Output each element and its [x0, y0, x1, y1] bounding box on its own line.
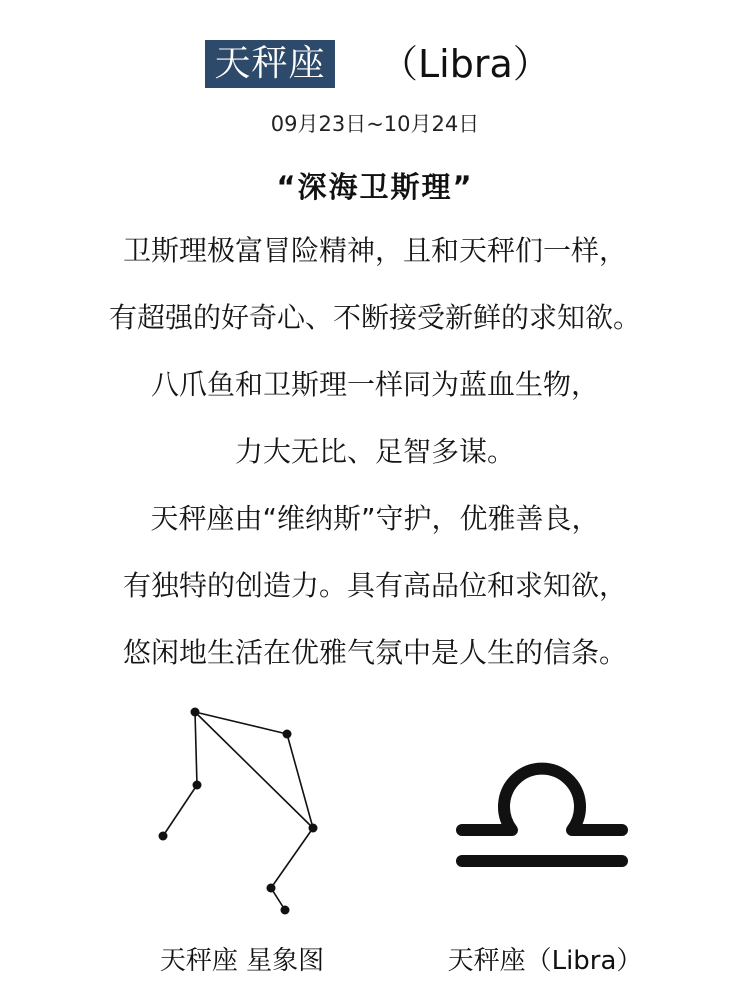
motto-heading: “深海卫斯理”	[276, 170, 474, 204]
title-row	[0, 40, 750, 88]
description-paragraph	[0, 225, 750, 694]
paragraph-line: 八爪鱼和卫斯理一样同为蓝血生物，	[150, 368, 599, 401]
paragraph-line: 悠闲地生活在优雅气氛中是人生的信条。	[122, 636, 627, 669]
constellation-caption: 天秤座 星象图	[159, 946, 325, 976]
libra-zodiac-symbol-icon	[448, 762, 638, 877]
title-latin: （Libra）	[380, 42, 551, 86]
paragraph-line: 天秤座由“维纳斯”守护，优雅善良，	[150, 502, 600, 535]
paragraph-line: 力大无比、足智多谋。	[234, 435, 515, 468]
symbol-caption: 天秤座（Libra）	[447, 946, 643, 976]
libra-constellation-icon	[140, 700, 340, 930]
paragraph-line: 有独特的创造力。具有高品位和求知欲，	[122, 569, 627, 602]
title-chinese: 天秤座	[205, 40, 335, 88]
date-range: 09月23日~10月24日	[270, 112, 480, 136]
paragraph-line: 卫斯理极富冒险精神，且和天秤们一样，	[122, 234, 627, 267]
paragraph-line: 有超强的好奇心、不断接受新鲜的求知欲。	[108, 301, 641, 334]
